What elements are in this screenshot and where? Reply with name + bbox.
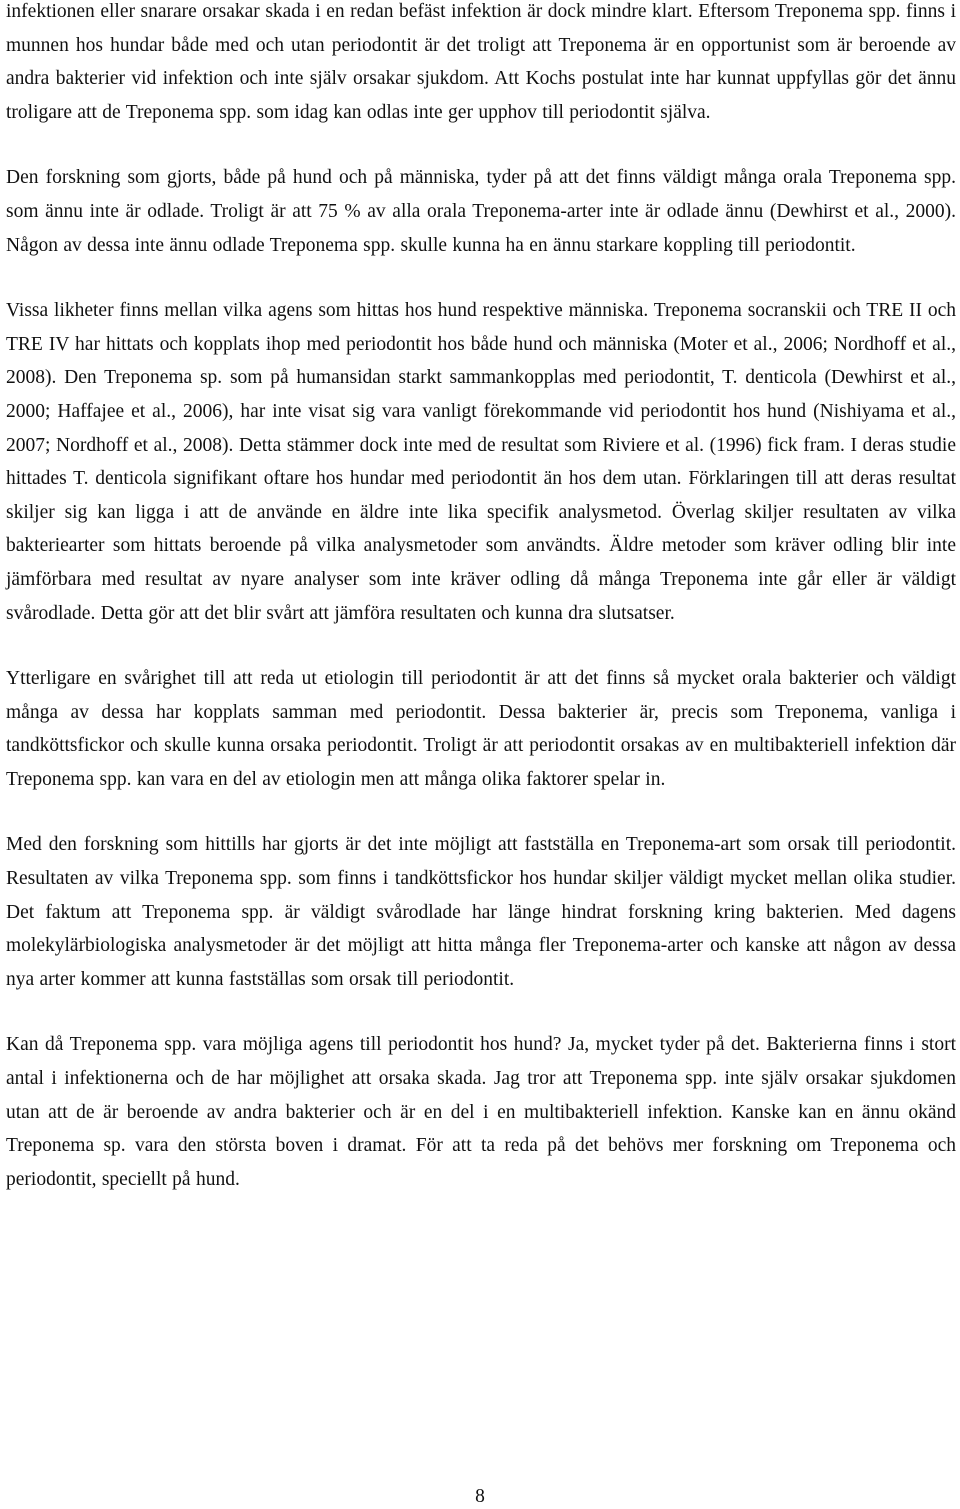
page-number: 8 <box>475 1486 485 1507</box>
document-page <box>6 0 956 1196</box>
paragraph-3: Vissa likheter finns mellan vilka agens som hittas hos hund respektive människa. Treponema socranskii och TRE II och TRE IV har hittats och kopplats ihop med periodontit hos både hund och människa (Moter et al., 2006; Nordhoff et al., 2008). Den Treponema sp. som på humansidan starkt sammankopplas med periodontit, T. denticola (Dewhirst et al., 2000; Haffajee et al., 2006), har inte visat sig vara vanligt förekommande vid periodontit hos hund (Nishiyama et al., 2007; Nordhoff et al., 2008). Detta stämmer dock inte med de resultat som Riviere et al. (1996) fick fram. I deras studie hittades T. denticola signifikant oftare hos hundar med periodontit än hos dem utan. Förklaringen till att deras resultat skiljer sig kan ligga i att de använde en äldre inte lika specifik analysmetod. Överlag skiljer resultaten av vilka bakteriearter som hittats beroende på vilka analysmetoder som användts. Äldre metoder som kräver odling blir inte jämförbara med resultat av nyare analyser som inte kräver odling då många Treponema inte går eller är väldigt svårodlade. Detta gör att det blir svårt att jämföra resultaten och kunna dra slutsatser. <box>6 300 956 624</box>
paragraph-2: Den forskning som gjorts, både på hund och på människa, tyder på att det finns väldigt många orala Treponema spp. som ännu inte är odlade. Troligt är att 75 % av alla orala Treponema-arter inte är odlade ännu (Dewhirst et al., 2000). Någon av dessa inte ännu odlade Treponema spp. skulle kunna ha en ännu starkare koppling till periodontit. <box>6 167 956 256</box>
paragraph-1: infektionen eller snarare orsakar skada i en redan befäst infektion är dock mindre klart. Eftersom Treponema spp. finns i munnen hos hundar både med och utan periodontit är det troligt att Treponema är en opportunist som är beroende av andra bakterier vid infektion och inte själv orsakar sjukdom. Att Kochs postulat inte har kunnat uppfyllas gör det ännu troligare att de Treponema spp. som idag kan odlas inte ger upphov till periodontit själva. <box>6 1 956 123</box>
paragraph-6: Kan då Treponema spp. vara möjliga agens till periodontit hos hund? Ja, mycket tyder på det. Bakterierna finns i stort antal i infektionerna och de har möjlighet att orsaka skada. Jag tror att Treponema spp. inte själv orsakar sjukdomen utan att de är beroende av andra bakterier och är en del i en multibakteriell infektion. Kanske kan en ännu okänd Treponema sp. vara den största boven i dramat. För att ta reda på det behövs mer forskning om Treponema och periodontit, speciellt på hund. <box>6 1034 956 1190</box>
paragraph-4: Ytterligare en svårighet till att reda ut etiologin till periodontit är att det finns så mycket orala bakterier och väldigt många av dessa har kopplats samman med periodontit. Dessa bakterier är, precis som Treponema, vanliga i tandköttsfickor och skulle kunna orsaka periodontit. Troligt är att periodontit orsakas av en multibakteriell infektion där Treponema spp. kan vara en del av etiologin men att många olika faktorer spelar in. <box>6 668 956 790</box>
paragraph-5: Med den forskning som hittills har gjorts är det inte möjligt att fastställa en Treponema-art som orsak till periodontit. Resultaten av vilka Treponema spp. som finns i tandköttsfickor hos hundar skiljer väldigt mycket mellan olika studier. Det faktum att Treponema spp. är väldigt svårodlade har länge hindrat forskning kring bakterien. Med dagens molekylärbiologiska analysmetoder är det möjligt att hitta många fler Treponema-arter och kanske att någon av dessa nya arter kommer att kunna fastställas som orsak till periodontit. <box>6 834 956 990</box>
